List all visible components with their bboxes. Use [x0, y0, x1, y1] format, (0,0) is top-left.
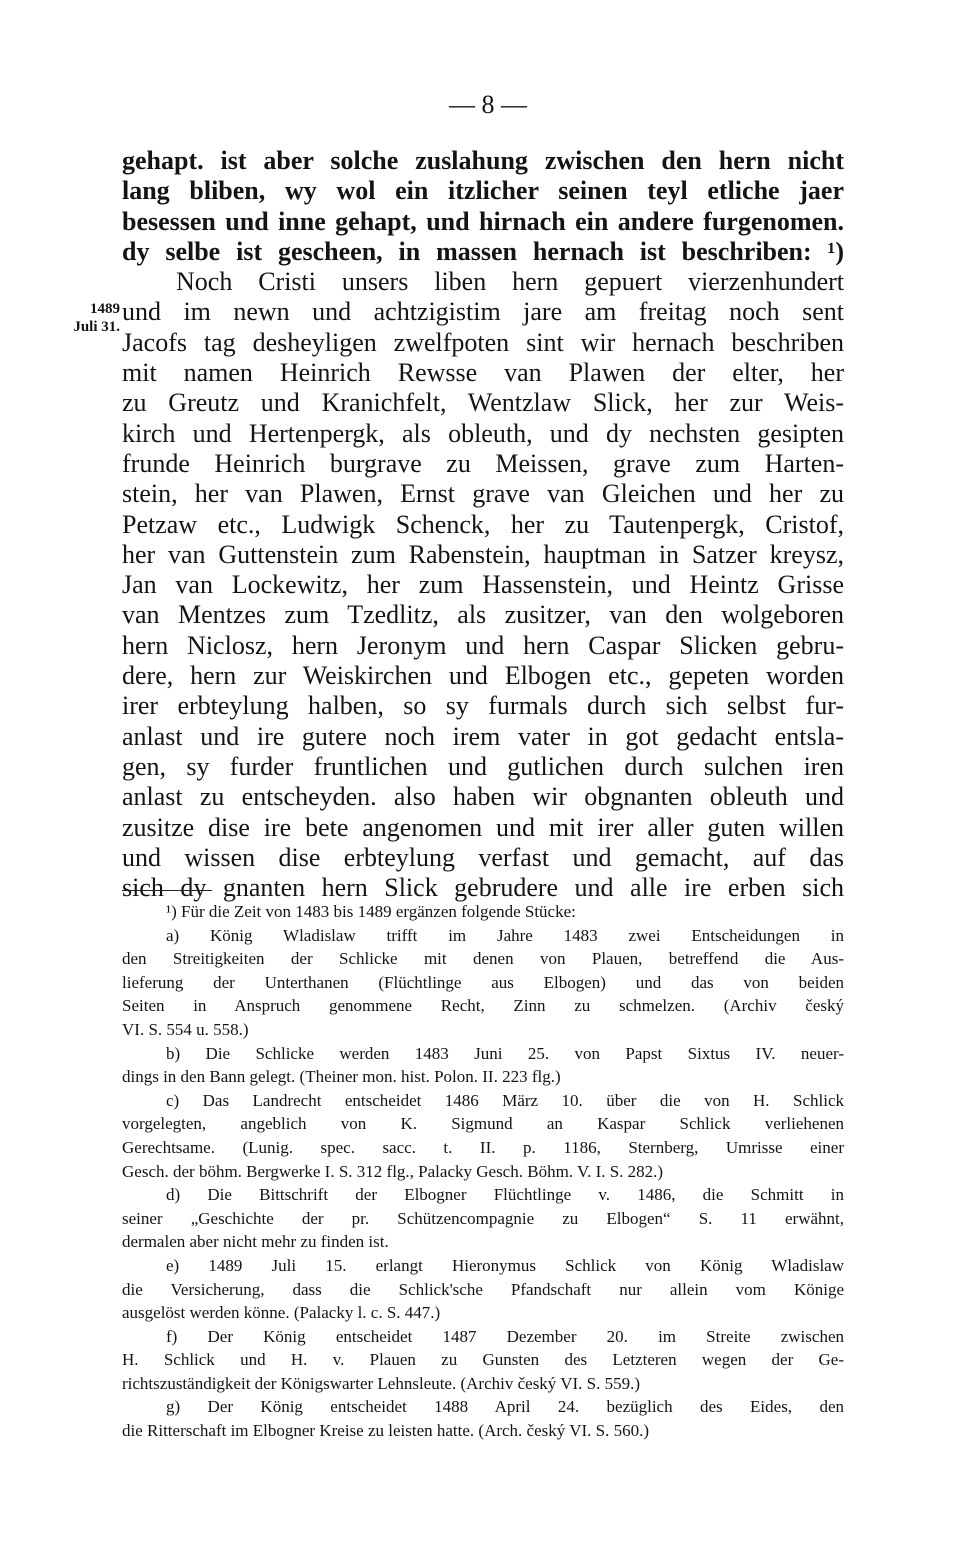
footnote-line: die Ritterschaft im Elbogner Kreise zu leisten hatte. (Arch. český VI. S. 560.) [122, 1421, 650, 1441]
footnote-line: richtszuständigkeit der Königswarter Lehnsleute. (Archiv český VI. S. 559.) [122, 1373, 641, 1393]
main-text-line: hern Niclosz, hern Jeronym und hern Caspar Slicken gebru- [122, 630, 844, 660]
footnote-line: die Versicherung, dass die Schlick'sche Pfandschaft nur allein vom Könige [122, 1279, 844, 1299]
main-text-line: irer erbteylung halben, so sy furmals durch sich selbst fur- [122, 691, 844, 721]
main-text-line: dere, hern zur Weiskirchen und Elbogen etc., gepeten worden [122, 661, 844, 691]
main-text-line: Jan van Lockewitz, her zum Hassenstein, und Heintz Grisse [122, 570, 844, 600]
footnote-rule [122, 890, 212, 891]
footnote-line: H. Schlick und H. v. Plauen zu Gunsten des Letzteren wegen der Ge- [122, 1350, 844, 1370]
main-text-line: lang bliben, wy wol ein itzlicher seinen teyl etliche jaer [122, 176, 844, 206]
footnote-line: ¹) Für die Zeit von 1483 bis 1489 ergänzen folgende Stücke: [166, 902, 576, 921]
main-text-line: und im newn und achtzigistim jare am freitag noch sent [122, 297, 844, 327]
footnote-line: a) König Wladislaw trifft im Jahre 1483 zwei Entscheidungen in [166, 925, 844, 945]
margin-date-note [44, 300, 120, 336]
main-text-line: frunde Heinrich burgrave zu Meissen, grave zum Harten- [122, 448, 844, 478]
main-text-line: und wissen dise erbteylung verfast und gemacht, auf das [122, 842, 844, 872]
footnote-line: Seiten in Anspruch genommene Recht, Zinn zu schmelzen. (Archiv český [122, 996, 844, 1016]
footnote-line: lieferung der Unterthanen (Flüchtlinge aus Elbogen) und das von beiden [122, 972, 844, 992]
footnote-line: f) Der König entscheidet 1487 Dezember 20. im Streite zwischen [166, 1326, 844, 1346]
main-text-line: besessen und inne gehapt, und hirnach ein andere furgenomen. [122, 206, 844, 236]
main-text-line: gehapt. ist aber solche zuslahung zwischen den hern nicht [122, 146, 844, 175]
footnote-line: den Streitigkeiten der Schlicke mit denen von Plauen, betreffend die Aus- [122, 949, 844, 969]
footnote-line: VI. S. 554 u. 558.) [122, 1019, 249, 1039]
main-text-line: van Mentzes zum Tzedlitz, als zusitzer, van den wolgeboren [122, 600, 844, 630]
footnote-line: ausgelöst werden könne. (Palacky l. c. S. 447.) [122, 1303, 441, 1323]
main-text-line: anlast und ire gutere noch irem vater in got gedacht entsla- [122, 721, 844, 751]
main-text-line: sich dy gnanten hern Slick gebrudere und alle ire erben sich [122, 873, 844, 903]
footnote-line: b) Die Schlicke werden 1483 Juni 25. von Papst Sixtus IV. neuer- [166, 1043, 844, 1063]
main-text-line: Petzaw etc., Ludwigk Schenck, her zu Tautenpergk, Cristof, [122, 509, 844, 539]
main-text-line: zu Greutz und Kranichfelt, Wentzlaw Slick, her zur Weis- [122, 388, 844, 418]
footnote-line: c) Das Landrecht entscheidet 1486 März 10. über die von H. Schlick [166, 1090, 844, 1110]
footnote-line: d) Die Bittschrift der Elbogner Flüchtlinge v. 1486, die Schmitt in [166, 1185, 844, 1205]
main-text-line: dy selbe ist gescheen, in massen hernach ist beschriben: ¹) [122, 236, 844, 266]
main-text-line: anlast zu entscheyden. also haben wir obgnanten obleuth und [122, 782, 844, 812]
main-text-line: kirch und Hertenpergk, als obleuth, und dy nechsten gesipten [122, 418, 844, 448]
main-text-line: stein, her van Plawen, Ernst grave van Gleichen und her zu [122, 479, 844, 509]
main-text-line: Noch Cristi unsers liben hern gepuert vierzenhundert [176, 267, 844, 297]
margin-year: 1489 [90, 301, 120, 317]
main-text-line: gen, sy furder fruntlichen und gutlichen durch sulchen iren [122, 751, 844, 781]
footnote-line: dings in den Bann gelegt. (Theiner mon. hist. Polon. II. 223 flg.) [122, 1067, 561, 1087]
main-text-line: zusitze dise ire bete angenomen und mit irer aller guten willen [122, 812, 844, 842]
footnote-line: Gerechtsame. (Lunig. spec. sacc. t. II. p. 1186, Sternberg, Umrisse einer [122, 1137, 844, 1157]
footnote-line: vorgelegten, angeblich von K. Sigmund an Kaspar Schlick verliehenen [122, 1114, 844, 1134]
page-number: — 8 — [449, 90, 527, 119]
footnote-line: g) Der König entscheidet 1488 April 24. bezüglich des Eides, den [166, 1397, 844, 1417]
footnote-line: seiner „Geschichte der pr. Schützencompagnie zu Elbogen“ S. 11 erwähnt, [122, 1208, 844, 1228]
main-text-line: Jacofs tag desheyligen zwelfpoten sint wir hernach beschriben [122, 327, 844, 357]
footnote-line: dermalen aber nicht mehr zu finden ist. [122, 1232, 389, 1252]
footnotes [122, 900, 844, 1443]
footnote-line: e) 1489 Juli 15. erlangt Hieronymus Schlick von König Wladislaw [166, 1255, 844, 1275]
main-text [122, 146, 844, 903]
main-text-line: mit namen Heinrich Rewsse van Plawen der elter, her [122, 358, 844, 388]
footnote-line: Gesch. der böhm. Bergwerke I. S. 312 flg., Palacky Gesch. Böhm. V. I. S. 282.) [122, 1161, 664, 1181]
main-text-line: her van Guttenstein zum Rabenstein, hauptman in Satzer kreysz, [122, 539, 844, 569]
margin-day: Juli 31. [73, 319, 120, 335]
